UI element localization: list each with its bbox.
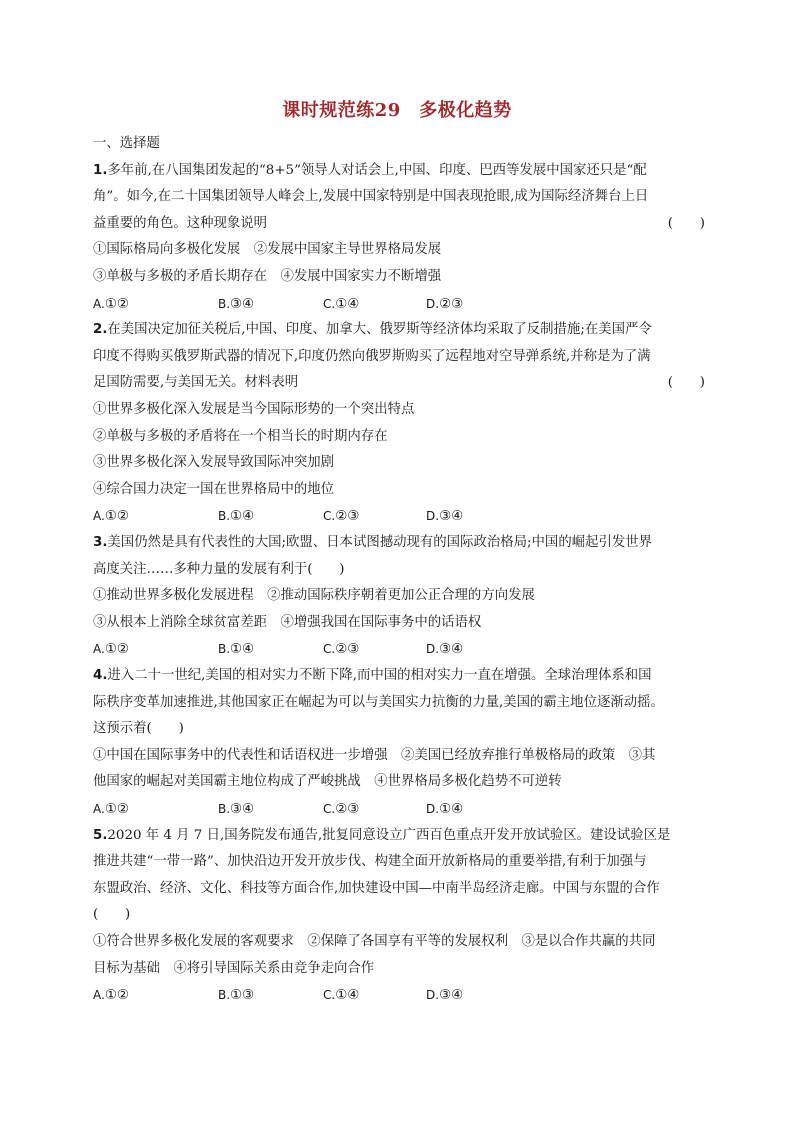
question-stem-text: 益重要的角色。这种现象说明 xyxy=(93,215,268,231)
question-stem-line xyxy=(93,347,705,367)
option-key: D. xyxy=(426,642,440,657)
option-d xyxy=(426,639,463,660)
option-text: ①④ xyxy=(439,802,464,817)
option-text: ①② xyxy=(104,642,129,658)
question-number: 2. xyxy=(93,322,108,338)
option-key: C. xyxy=(323,509,336,524)
option-b xyxy=(218,985,254,1006)
option-key: B. xyxy=(218,988,231,1003)
page-title: 课时规范练29 多极化趋势 xyxy=(282,100,512,121)
question-stem-text: 足国防需要,与美国无关。材料表明 xyxy=(93,375,299,391)
question-number: 4. xyxy=(93,668,108,683)
option-d xyxy=(426,294,463,315)
option-c xyxy=(323,506,359,527)
answer-blank: ( ) xyxy=(667,375,705,391)
question-stem-text: 美国仍然是具有代表性的大国;欧盟、日本试图撼动现有的国际政治格局;中国的崛起引发世界 xyxy=(107,535,653,550)
option-text: ①② xyxy=(104,802,129,817)
question-stem-line xyxy=(93,666,705,686)
question-stem-text: 印度不得购买俄罗斯武器的情况下,印度仍然向俄罗斯购买了远程地对空导弹系统,并称是为了满 xyxy=(93,348,651,364)
option-a xyxy=(93,799,129,820)
statement-line: ④综合国力决定一国在世界格局中的地位 xyxy=(93,481,335,497)
question-stem-text: 多年前,在八国集团发起的“8+5”领导人对话会上,中国、印度、巴西等发展中国家还只是“配 xyxy=(107,162,647,178)
section-heading: 一、选择题 xyxy=(93,136,160,151)
statement-line: ②单极与多极的矛盾将在一个相当长的时期内存在 xyxy=(93,428,388,444)
question-stem-text: 这预示着( ) xyxy=(93,721,184,737)
option-b xyxy=(218,294,254,315)
option-text: ①② xyxy=(104,509,129,525)
statement-line: 他国家的崛起对美国霸主地位构成了严峻挑战 ④世界格局多极化趋势不可逆转 xyxy=(93,774,562,790)
question-number: 3. xyxy=(93,535,108,550)
question-stem-text: 进入二十一世纪,美国的相对实力不断下降,而中国的相对实力一直在增强。全球治理体系和国 xyxy=(107,668,652,683)
option-a xyxy=(93,294,129,315)
option-text: ①④ xyxy=(230,642,255,658)
option-d xyxy=(426,506,463,527)
option-key: D. xyxy=(426,509,440,524)
option-key: C. xyxy=(323,802,336,816)
question-stem-text: 2020 年 4 月 7 日,国务院发布通告,批复同意设立广西百色重点开发开放试验区。建设试验区是 xyxy=(107,827,671,843)
option-key: D. xyxy=(426,988,440,1003)
option-key: C. xyxy=(323,296,336,311)
option-text: ①③ xyxy=(230,988,255,1004)
option-text: ③④ xyxy=(439,509,464,525)
option-b xyxy=(218,506,254,527)
option-text: ③④ xyxy=(439,642,464,658)
option-text: ②③ xyxy=(335,642,360,658)
answer-options xyxy=(93,985,705,1005)
option-key: D. xyxy=(426,296,440,311)
option-text: ①② xyxy=(104,988,129,1004)
question-stem-line xyxy=(93,879,705,899)
question-stem-line xyxy=(93,693,705,713)
question-stem-line xyxy=(93,719,705,739)
option-key: B. xyxy=(218,296,231,311)
option-key: B. xyxy=(218,642,231,657)
question-number: 1. xyxy=(93,162,108,178)
statement-line: ③世界多极化深入发展导致国际冲突加剧 xyxy=(93,455,335,471)
question-stem-line xyxy=(93,187,705,207)
question-stem-text: 在美国决定加征关税后,中国、印度、加拿大、俄罗斯等经济体均采取了反制措施;在美国严令 xyxy=(107,322,652,338)
statement-line: ①符合世界多极化发展的客观要求 ②保障了各国享有平等的发展权利 ③是以合作共赢的共同 xyxy=(93,934,656,949)
question-stem-line xyxy=(93,560,705,580)
option-c xyxy=(323,639,359,660)
option-c xyxy=(323,985,359,1006)
option-text: ③④ xyxy=(439,988,464,1004)
question-stem-line xyxy=(93,214,705,234)
question-stem-text: 东盟政治、经济、文化、科技等方面合作,加快建设中国—中南半岛经济走廊。中国与东盟的合作 xyxy=(93,880,660,896)
option-key: B. xyxy=(218,802,231,816)
option-key: B. xyxy=(218,509,231,524)
option-text: ②③ xyxy=(335,802,360,817)
question-stem-text: 高度关注……多种力量的发展有利于( ) xyxy=(93,561,345,577)
statement-line: ③从根本上消除全球贫富差距 ④增强我国在国际事务中的话语权 xyxy=(93,614,482,630)
option-text: ①④ xyxy=(335,988,360,1004)
question-stem-text: ( ) xyxy=(93,907,131,923)
option-text: ①④ xyxy=(335,296,360,312)
option-text: ③④ xyxy=(230,296,255,312)
option-a xyxy=(93,985,129,1006)
option-a xyxy=(93,506,129,527)
option-d xyxy=(426,985,463,1006)
statement-line: ①推动世界多极化发展进程 ②推动国际秩序朝着更加公正合理的方向发展 xyxy=(93,588,535,604)
statement-line: ①世界多极化深入发展是当今国际形势的一个突出特点 xyxy=(93,402,415,417)
option-text: ①② xyxy=(104,296,129,312)
statement-line: ①中国在国际事务中的代表性和话语权进一步增强 ②美国已经放弃推行单极格局的政策 ③其 xyxy=(93,747,656,763)
question-stem-line xyxy=(93,905,705,925)
answer-blank: ( ) xyxy=(667,215,705,231)
option-key: A. xyxy=(93,802,105,816)
option-text: ③④ xyxy=(230,802,255,817)
option-key: C. xyxy=(323,988,336,1003)
question-stem-text: 推进共建“一带一路”、加快沿边开发开放步伐、构建全面开放新格局的重要举措,有利于加强与 xyxy=(93,854,647,870)
option-key: D. xyxy=(426,802,440,816)
question-number: 5. xyxy=(93,827,108,843)
answer-options xyxy=(93,639,705,659)
option-a xyxy=(93,639,129,660)
option-key: A. xyxy=(93,988,105,1003)
answer-options xyxy=(93,506,705,526)
question-stem-line xyxy=(93,852,705,872)
option-c xyxy=(323,294,359,315)
question-stem-line xyxy=(93,320,705,340)
statement-line: ①国际格局向多极化发展 ②发展中国家主导世界格局发展 xyxy=(93,242,442,258)
option-key: C. xyxy=(323,642,336,657)
question-stem-line xyxy=(93,826,705,846)
statement-line: ③单极与多极的矛盾长期存在 ④发展中国家实力不断增强 xyxy=(93,269,442,284)
statement-line: 目标为基础 ④将引导国际关系由竞争走向合作 xyxy=(93,960,375,976)
option-b xyxy=(218,639,254,660)
answer-options xyxy=(93,294,705,314)
question-stem-line xyxy=(93,373,705,393)
option-text: ②③ xyxy=(439,296,464,312)
question-stem-text: 际秩序变革加速推进,其他国家正在崛起为可以与美国实力抗衡的力量,美国的霸主地位逐渐动摇。 xyxy=(93,694,664,710)
option-d xyxy=(426,799,463,820)
question-stem-line xyxy=(93,161,705,181)
answer-options xyxy=(93,799,705,819)
option-key: A. xyxy=(93,509,105,524)
option-c xyxy=(323,799,359,820)
option-key: A. xyxy=(93,642,105,657)
option-text: ①④ xyxy=(230,509,255,525)
question-stem-line xyxy=(93,533,705,553)
option-key: A. xyxy=(93,296,105,311)
option-b xyxy=(218,799,254,820)
option-text: ②③ xyxy=(335,509,360,525)
question-stem-text: 角”。如今,在二十国集团领导人峰会上,发展中国家特别是中国表现抢眼,成为国际经济舞台上日 xyxy=(93,189,649,205)
